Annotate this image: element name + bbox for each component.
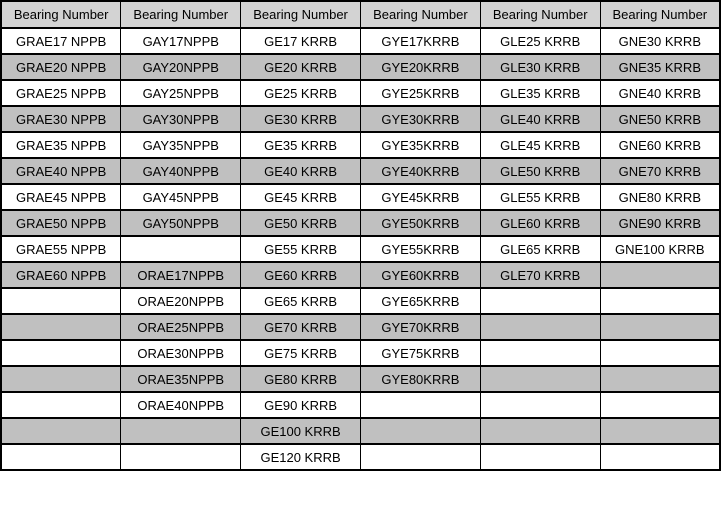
- cell: GLE45 KRRB: [480, 132, 600, 158]
- cell: [1, 366, 121, 392]
- cell: [480, 366, 600, 392]
- cell: GE20 KRRB: [241, 54, 361, 80]
- cell: GNE70 KRRB: [600, 158, 720, 184]
- cell: [1, 340, 121, 366]
- cell: GYE65KRRB: [360, 288, 480, 314]
- cell: GYE45KRRB: [360, 184, 480, 210]
- cell: GE25 KRRB: [241, 80, 361, 106]
- cell: [600, 314, 720, 340]
- table-row: [1, 444, 720, 470]
- cell: ORAE17NPPB: [121, 262, 241, 288]
- cell: GYE20KRRB: [360, 54, 480, 80]
- cell: [600, 340, 720, 366]
- cell: GE50 KRRB: [241, 210, 361, 236]
- cell: [121, 236, 241, 262]
- cell: GLE55 KRRB: [480, 184, 600, 210]
- cell: [360, 444, 480, 470]
- header-cell: Bearing Number: [600, 1, 720, 28]
- cell: GNE40 KRRB: [600, 80, 720, 106]
- header-cell: Bearing Number: [480, 1, 600, 28]
- cell: ORAE30NPPB: [121, 340, 241, 366]
- cell: GNE35 KRRB: [600, 54, 720, 80]
- cell: GRAE35 NPPB: [1, 132, 121, 158]
- cell: GYE30KRRB: [360, 106, 480, 132]
- cell: GYE75KRRB: [360, 340, 480, 366]
- cell: GAY40NPPB: [121, 158, 241, 184]
- table-row: [1, 340, 720, 366]
- cell: ORAE40NPPB: [121, 392, 241, 418]
- cell: [480, 288, 600, 314]
- cell: GYE35KRRB: [360, 132, 480, 158]
- cell: GRAE50 NPPB: [1, 210, 121, 236]
- cell: GYE70KRRB: [360, 314, 480, 340]
- cell: GAY20NPPB: [121, 54, 241, 80]
- table-row: [1, 106, 720, 132]
- cell: [1, 444, 121, 470]
- cell: [480, 314, 600, 340]
- table-row: [1, 158, 720, 184]
- table-row: [1, 28, 720, 54]
- cell: [1, 314, 121, 340]
- cell: GAY30NPPB: [121, 106, 241, 132]
- cell: GAY17NPPB: [121, 28, 241, 54]
- cell: [360, 418, 480, 444]
- cell: [480, 392, 600, 418]
- table-row: [1, 184, 720, 210]
- table-row: [1, 210, 720, 236]
- cell: GE65 KRRB: [241, 288, 361, 314]
- table-header: [1, 1, 720, 28]
- cell: GAY35NPPB: [121, 132, 241, 158]
- cell: GYE50KRRB: [360, 210, 480, 236]
- table-row: [1, 236, 720, 262]
- cell: GYE80KRRB: [360, 366, 480, 392]
- table-row: [1, 80, 720, 106]
- cell: [600, 392, 720, 418]
- cell: [480, 444, 600, 470]
- header-cell: Bearing Number: [121, 1, 241, 28]
- cell: GNE50 KRRB: [600, 106, 720, 132]
- cell: [121, 444, 241, 470]
- cell: GE17 KRRB: [241, 28, 361, 54]
- cell: [121, 418, 241, 444]
- cell: [600, 262, 720, 288]
- cell: ORAE35NPPB: [121, 366, 241, 392]
- cell: GYE60KRRB: [360, 262, 480, 288]
- cell: GYE40KRRB: [360, 158, 480, 184]
- cell: GRAE30 NPPB: [1, 106, 121, 132]
- cell: GE80 KRRB: [241, 366, 361, 392]
- cell: GE45 KRRB: [241, 184, 361, 210]
- header-cell: Bearing Number: [360, 1, 480, 28]
- table-row: [1, 314, 720, 340]
- cell: [480, 418, 600, 444]
- cell: GE30 KRRB: [241, 106, 361, 132]
- cell: GLE40 KRRB: [480, 106, 600, 132]
- cell: GLE70 KRRB: [480, 262, 600, 288]
- cell: GRAE20 NPPB: [1, 54, 121, 80]
- cell: GNE100 KRRB: [600, 236, 720, 262]
- cell: GE35 KRRB: [241, 132, 361, 158]
- cell: GLE30 KRRB: [480, 54, 600, 80]
- cell: [600, 288, 720, 314]
- cell: GYE25KRRB: [360, 80, 480, 106]
- cell: GE70 KRRB: [241, 314, 361, 340]
- cell: GRAE45 NPPB: [1, 184, 121, 210]
- cell: GLE35 KRRB: [480, 80, 600, 106]
- table-row: [1, 366, 720, 392]
- cell: GLE60 KRRB: [480, 210, 600, 236]
- header-row: [1, 1, 720, 28]
- cell: GAY50NPPB: [121, 210, 241, 236]
- header-cell: Bearing Number: [241, 1, 361, 28]
- cell: GYE55KRRB: [360, 236, 480, 262]
- cell: GNE30 KRRB: [600, 28, 720, 54]
- header-cell: Bearing Number: [1, 1, 121, 28]
- cell: GRAE25 NPPB: [1, 80, 121, 106]
- cell: GE75 KRRB: [241, 340, 361, 366]
- cell: GE40 KRRB: [241, 158, 361, 184]
- cell: ORAE20NPPB: [121, 288, 241, 314]
- cell: GLE25 KRRB: [480, 28, 600, 54]
- table-row: [1, 262, 720, 288]
- cell: GNE80 KRRB: [600, 184, 720, 210]
- cell: [480, 340, 600, 366]
- cell: [600, 366, 720, 392]
- cell: GE55 KRRB: [241, 236, 361, 262]
- cell: GRAE55 NPPB: [1, 236, 121, 262]
- cell: GLE50 KRRB: [480, 158, 600, 184]
- table-row: [1, 132, 720, 158]
- cell: [360, 392, 480, 418]
- cell: GRAE17 NPPB: [1, 28, 121, 54]
- cell: ORAE25NPPB: [121, 314, 241, 340]
- table-row: [1, 392, 720, 418]
- cell: [600, 444, 720, 470]
- cell: GAY25NPPB: [121, 80, 241, 106]
- cell: GLE65 KRRB: [480, 236, 600, 262]
- cell: GE100 KRRB: [241, 418, 361, 444]
- table-row: [1, 54, 720, 80]
- cell: GE90 KRRB: [241, 392, 361, 418]
- cell: GE60 KRRB: [241, 262, 361, 288]
- cell: GAY45NPPB: [121, 184, 241, 210]
- cell: GRAE40 NPPB: [1, 158, 121, 184]
- cell: GRAE60 NPPB: [1, 262, 121, 288]
- cell: GE120 KRRB: [241, 444, 361, 470]
- cell: [1, 392, 121, 418]
- cell: GYE17KRRB: [360, 28, 480, 54]
- cell: [1, 418, 121, 444]
- table-row: [1, 418, 720, 444]
- cell: [1, 288, 121, 314]
- table-body: [1, 28, 720, 470]
- cell: [600, 418, 720, 444]
- table-row: [1, 288, 720, 314]
- cell: GNE90 KRRB: [600, 210, 720, 236]
- cell: GNE60 KRRB: [600, 132, 720, 158]
